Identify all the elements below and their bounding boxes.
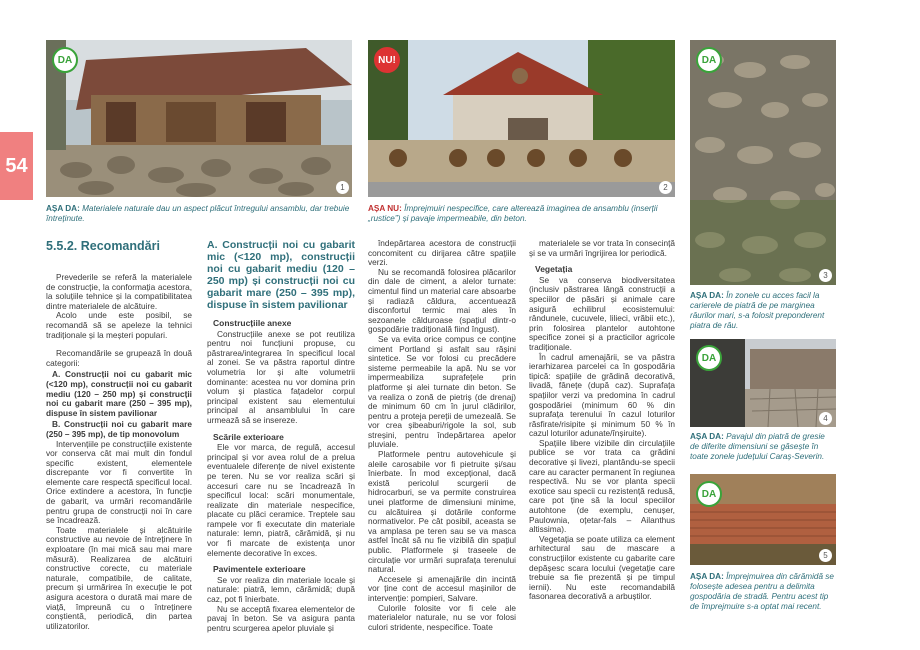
paragraph: Se vor realiza din materiale locale și naturale: piatră, lemn, cărămidă; după caz, pot fi înierbate.: [207, 574, 355, 605]
topic-heading: Vegetația: [535, 264, 573, 275]
paragraph: materialele se vor trata în consecință și se va urmări îngrijirea lor periodică.: [529, 238, 675, 258]
caption-text: Împrejmuirea din cărămidă se folosește adesea pentru a delimita gospodăria de stradă. Pentru acest tip de împrejmuire s-a optat mai recent.: [690, 572, 834, 611]
photo-number: 1: [336, 181, 349, 194]
paragraph: Spațiile libere vizibile din circulațiile publice se vor trata ca grădini decorative și livezi, plantându-se specii care au caracter permanent în regiunea respectivă. Nu se vor planta specii exotice sau specii cu rezistență redusă, care pot ține să la locul speciilor autohtone (de exemplu, cenușer, Paulownia, oțetar-fals – Ailanthus altissima).: [529, 437, 675, 535]
paragraph: Intervențiile pe construcțiile existente vor conserva cât mai mult din fondul specific existent, elementele discrepante vor fi convertite în elemente care respectă specificul local. Orice extindere a acestora, în funcție de gabarit, va urmări recomandările pentru grupa de construcții noi în care se încadrează.: [46, 438, 192, 526]
topic-heading: Pavimentele exterioare: [213, 564, 306, 575]
approval-badge: DA: [696, 345, 722, 371]
photo-number: 5: [819, 549, 832, 562]
text-column-3: [368, 239, 516, 632]
photo-number: 4: [819, 412, 832, 425]
rejection-badge: NU!: [374, 47, 400, 73]
paragraph: Se va evita orice compus ce conține ciment Portland și asfalt sau rășini sintetice. Se vor folosi cu precădere sisteme permeabile la apă. Nu se vor impermeabiliza suprafețele prin platforme și alei turnate din beton. Se va realiza o zonă de pietriș (de drenaj) de minimum 60 cm în jurul clădirilor, pentru a proteja pereții de umezeală. Se vor crea șibeaburi/rigole la sol, sub streșini, pentru îndepărtarea apelor pluviale.: [368, 333, 516, 450]
text-column-2: [207, 239, 355, 633]
caption-lead: AȘA DA:: [690, 291, 724, 300]
caption-text: Împrejmuiri nespecifice, care alterează imaginea de ansamblu (inserții „rustice”) și pavaje impermeabile, din beton.: [368, 204, 658, 223]
approval-badge: DA: [696, 47, 722, 73]
paragraph: Nu se recomandă folosirea plăcarilor din dale de ciment, a alelor turnate: cimentul fiind un material care absoarbe și radiază căldura, accentuează disconfortul termic mai ales în sezoanele călduroase (spațiul dintr-o gospodărie tradițională fiind îngust).: [368, 266, 516, 335]
caption-lead: AȘA DA:: [690, 572, 724, 581]
photo-number: 2: [659, 181, 672, 194]
photo-river-stone-pavement: [690, 40, 836, 285]
caption-lead: AȘA NU:: [368, 204, 402, 213]
caption-photo-3: [690, 291, 836, 331]
section-heading: 5.5.2. Recomandări: [46, 239, 160, 253]
paragraph: Acolo unde este posibil, se recomandă să se apeleze la tehnici tradiționale și la meșteri populari.: [46, 310, 192, 340]
approval-badge: DA: [52, 47, 78, 73]
paragraph: Vegetația se poate utiliza ca element arhitectural sau de mascare a construcțiilor existente cu gabarite care depășesc scara locului (vegetație care trebuie sa fie prezentă și pe timpul iernii). Nu este recomandabilă fasonarea decorativă a arbuștilor.: [529, 533, 675, 602]
paragraph: Prevederile se referă la materialele de construcție, la conformația acestora, la soluțiile tehnice și la compatibilitatea dintre materialele de alcătuire.: [46, 272, 192, 311]
paragraph: îndepărtarea acestora de construcții concomitent cu dirijarea către spațiile verzi.: [368, 238, 516, 268]
photo-house-nonspecific-fence: [368, 40, 675, 197]
paragraph: Nu se acceptă fixarea elementelor de pavaj în beton. Se va asigura panta pentru scurgerea apelor pluviale și: [207, 603, 355, 633]
house-illustration: [368, 40, 675, 197]
caption-photo-4: [690, 432, 836, 462]
paragraph: Construcțiile anexe se pot reutiliza pentru noi funcțiuni propuse, cu păstrarea/integrarea în specificul local al zonei. Se va păstra raportul dintre volumetria lor și alte volumetrii dominante: acestea nu vor domina prin volum și plastica fațadelor corpul principal existent sau elementului principal al ansamblului în care urmează să se insereze.: [207, 328, 355, 425]
caption-photo-2: [368, 204, 675, 224]
caption-photo-1: [46, 204, 352, 224]
paragraph: Accesele și amenajările din incintă vor ține cont de accesul mașinilor de intervenție: pompieri, Salvare.: [368, 573, 516, 603]
topic-heading: Scările exterioare: [213, 431, 284, 442]
caption-text: Pavajul din piatră de gresie de diferite dimensiuni se găsește în toate zonele județului Caraș-Severin.: [690, 432, 825, 461]
caption-text: În zonele cu acces facil la carierele de piatră de pe marginea râurilor mari, s-a folosit preponderent piatra de râu.: [690, 291, 825, 330]
paragraph: Se va conserva biodiversitatea (inclusiv păstrarea lângă construcții a speciilor de păsări și animale care asigură echilibrul ecosistemului: rândunele, cucuvele, lilieci, vrăbii etc.), prin folosirea plantelor autohtone specifice zonei și a practicilor agricole tradiționale.: [529, 274, 675, 352]
category-b: B. Construcții noi cu gabarit mare (250 – 395 mp), de tip monovolum: [46, 419, 192, 439]
photo-barn-stone-wall: [46, 40, 352, 197]
category-a: A. Construcții noi cu gabarit mic (<120 mp), construcții noi cu gabarit mediu (120 – 250 mp) și construcții noi cu gabarit mare (250 – 395 mp), dispuse în sistem pavilionar: [46, 369, 192, 418]
paragraph: Ele vor marca, de regulă, accesul principal și vor avea rolul de a prelua eventualele diferențe de nivel existente pe teren. Nu se vor realiza scări și accesuri care nu se încadrează în specificul local: scări monumentale, realizate din materiale nespecifice, placate cu plăci ceramice. Treptele sau rampele vor fi executate din materiale naturale: lemn, piatră, cărămidă, și nu vor fi marcate de existența unor elemente decorative în exces.: [207, 442, 355, 558]
subsection-heading: A. Construcții noi cu gabarit mic (<120 mp), construcții noi cu gabarit mediu (120 – 250 mp) și construcții noi cu gabarit mare (250 – 395 mp), dispuse în sistem pavilionar: [207, 239, 355, 311]
text-column-4: [529, 239, 675, 602]
caption-text: Materialele naturale dau un aspect plăcut întregului ansamblu, dar trebuie întreținute.: [46, 204, 350, 223]
text-column-1: [46, 239, 192, 631]
paragraph: În cadrul amenajării, se va păstra ierarhizarea parcelei ca în gospodăria tipică: spațiile de grădină decorativă, livadă, fânețe (după caz). Suprafața spațiilor verzi va predomina în cadrul gospodăriei (minimum 60 % din suprafața terenului în cazul loturilor răsfirate/risipite și minimum 50 % în cazul loturilor adunate/înșiruite).: [529, 351, 675, 439]
page-number: 54: [0, 132, 33, 200]
paragraph: Culorile folosite vor fi cele ale materialelor naturale, nu se vor folosi culori stridente, nespecifice. Toate: [368, 602, 516, 632]
barn-illustration: [46, 40, 352, 197]
caption-photo-5: [690, 572, 836, 612]
caption-lead: AȘA DA:: [690, 432, 724, 441]
caption-lead: AȘA DA:: [46, 204, 80, 213]
river-stone-illustration: [690, 40, 836, 285]
paragraph: Recomandările se grupează în două categorii:: [46, 348, 192, 368]
paragraph: Platformele pentru autovehicule și aleile carosabile vor fi pietruite și/sau înierbate. În mod excepțional, dacă există pericolul scurgerii de hidrocarburi, se va permite construirea unei platforme de dimensiuni minime, cu alcătuirea și dotările conforme normativelor. Pe cât posibil, aceasta se va amplasa pe teren sau se va masca astfel încât să nu fie vizibilă din spațiul public. Platformele și traseele de circulație vor urmări suprafața terenului natural.: [368, 449, 516, 575]
photo-number: 3: [819, 269, 832, 282]
paragraph: Toate materialele și alcătuirile constructive au nevoie de întreținere în exploatare (în mai mică sau mai mare măsură). Realizarea de alcătuiri constructive corecte, cu materiale naturale, compatibile, de calitate, precum și urmărirea în execuție le pot asigura acestora o durată mai mare de viață, împreună cu o întreținere conștientă, periodică, din partea utilizatorilor.: [46, 524, 192, 631]
topic-heading: Construcțiile anexe: [213, 318, 292, 328]
approval-badge: DA: [696, 481, 722, 507]
